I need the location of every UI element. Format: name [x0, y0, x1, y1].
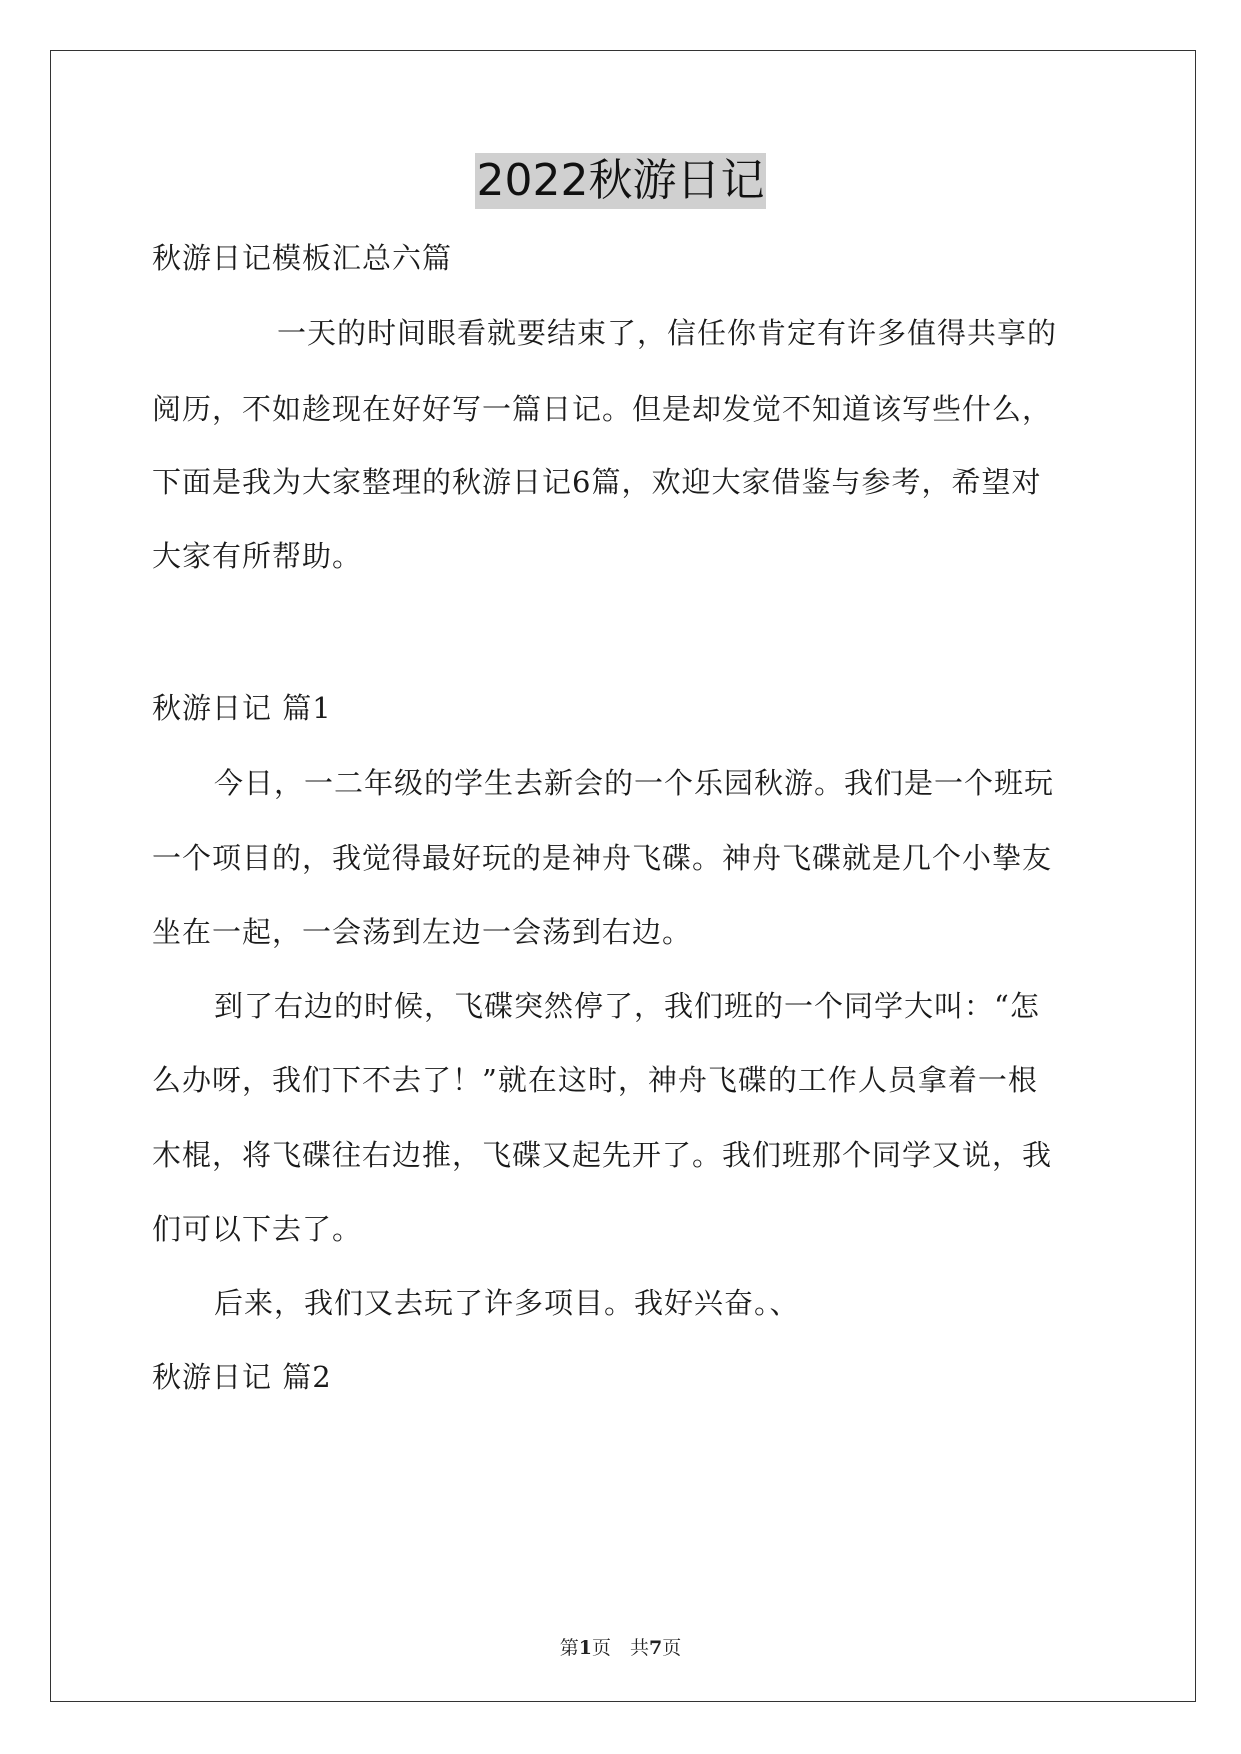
footer-suffix: 页: [662, 1637, 682, 1659]
intro-line-3: 下面是我为大家整理的秋游日记6篇，欢迎大家借鉴与参考，希望对: [152, 465, 1042, 499]
intro-line-4: 大家有所帮助。: [152, 539, 363, 573]
section-1-line-4: 到了右边的时候，飞碟突然停了，我们班的一个同学大叫：“怎: [214, 989, 1040, 1023]
section-1-line-3: 坐在一起，一会荡到左边一会荡到右边。: [152, 915, 693, 949]
footer-total-pages: 7: [649, 1637, 663, 1659]
document-title-wrapper: [0, 153, 1241, 209]
section-1-heading: 秋游日记 篇1: [152, 691, 332, 725]
intro-line-1: 一天的时间眼看就要结束了，信任你肯定有许多值得共享的: [277, 316, 1058, 350]
section-2-heading: 秋游日记 篇2: [152, 1360, 332, 1394]
footer-page-number: 1: [578, 1637, 592, 1659]
section-1-line-7: 们可以下去了。: [152, 1212, 363, 1246]
document-title: 2022秋游日记: [475, 153, 767, 209]
footer-prefix: 第: [559, 1637, 579, 1659]
intro-line-2: 阅历，不如趁现在好好写一篇日记。但是却发觉不知道该写些什么，: [152, 392, 1053, 426]
footer-middle: 页 共: [591, 1637, 649, 1659]
section-1-line-1: 今日，一二年级的学生去新会的一个乐园秋游。我们是一个班玩: [214, 766, 1055, 800]
document-subtitle: 秋游日记模板汇总六篇: [152, 241, 453, 275]
section-1-line-2: 一个项目的，我觉得最好玩的是神舟飞碟。神舟飞碟就是几个小挚友: [152, 841, 1053, 875]
section-1-line-8: 后来，我们又去玩了许多项目。我好兴奋。、: [214, 1286, 800, 1320]
section-1-line-5: 么办呀，我们下不去了！”就在这时，神舟飞碟的工作人员拿着一根: [152, 1063, 1038, 1097]
section-1-line-6: 木棍，将飞碟往右边推，飞碟又起先开了。我们班那个同学又说，我: [152, 1138, 1053, 1172]
page-footer: [0, 1633, 1241, 1660]
